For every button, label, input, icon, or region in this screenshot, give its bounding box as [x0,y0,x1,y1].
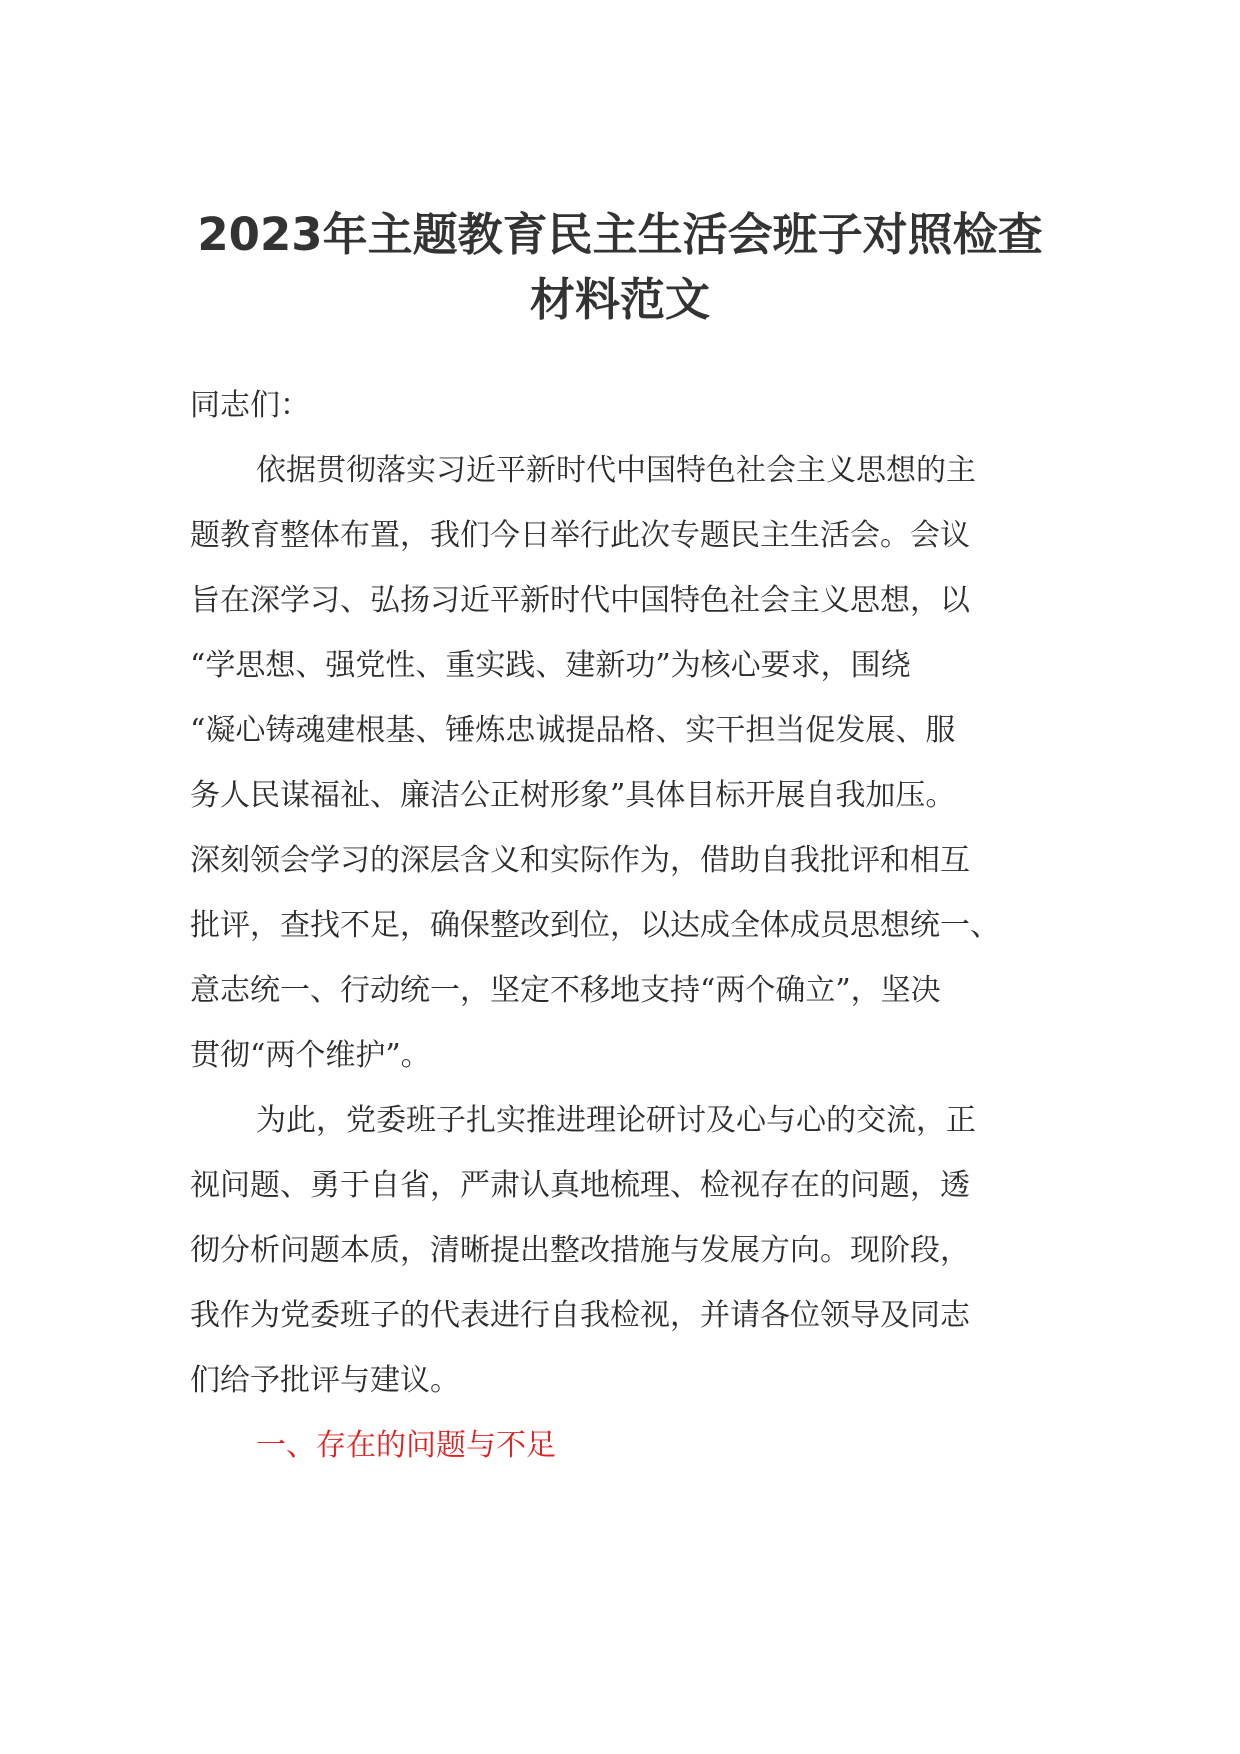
paragraph-line: 深刻领会学习的深层含义和实际作为，借助自我批评和相互 [190,843,970,878]
title-line: 2023年主题教育民主生活会班子对照检查 [197,208,1043,261]
section-heading: 一、存在的问题与不足 [256,1428,556,1463]
salutation [190,373,1050,438]
paragraph-line: 我作为党委班子的代表进行自我检视，并请各位领导及同志 [190,1298,970,1333]
paragraph-line: “凝心铸魂建根基、锤炼忠诚提品格、实干担当促发展、服 [190,713,956,748]
paragraph-line: 批评，查找不足，确保整改到位，以达成全体成员思想统一、 [190,908,1000,943]
paragraph-line: 为此，党委班子扎实推进理论研讨及心与心的交流，正 [256,1103,976,1138]
paragraph-line: 题教育整体布置，我们今日举行此次专题民主生活会。会议 [190,518,970,553]
document-body [190,373,1050,1478]
paragraph-line: 依据贯彻落实习近平新时代中国特色社会主义思想的主 [256,453,976,488]
paragraph-2 [190,1088,1050,1413]
paragraph-line: “学思想、强党性、重实践、建新功”为核心要求，围绕 [190,648,911,683]
paragraph-line: 们给予批评与建议。 [190,1363,460,1398]
paragraph-line: 视问题、勇于自省，严肃认真地梳理、检视存在的问题，透 [190,1168,970,1203]
paragraph-line: 务人民谋福祉、廉洁公正树形象”具体目标开展自我加压。 [190,778,956,813]
salutation-text: 同志们： [190,388,310,423]
paragraph-line: 彻分析问题本质，清晰提出整改措施与发展方向。现阶段， [190,1233,970,1268]
document-title [190,202,1050,332]
title-line: 材料范文 [529,273,710,326]
paragraph-line: 贯彻“两个维护”。 [190,1038,431,1073]
paragraph-1 [190,438,1050,1088]
paragraph-line: 意志统一、行动统一，坚定不移地支持“两个确立”，坚决 [190,973,941,1008]
paragraph-line: 旨在深学习、弘扬习近平新时代中国特色社会主义思想，以 [190,583,970,618]
